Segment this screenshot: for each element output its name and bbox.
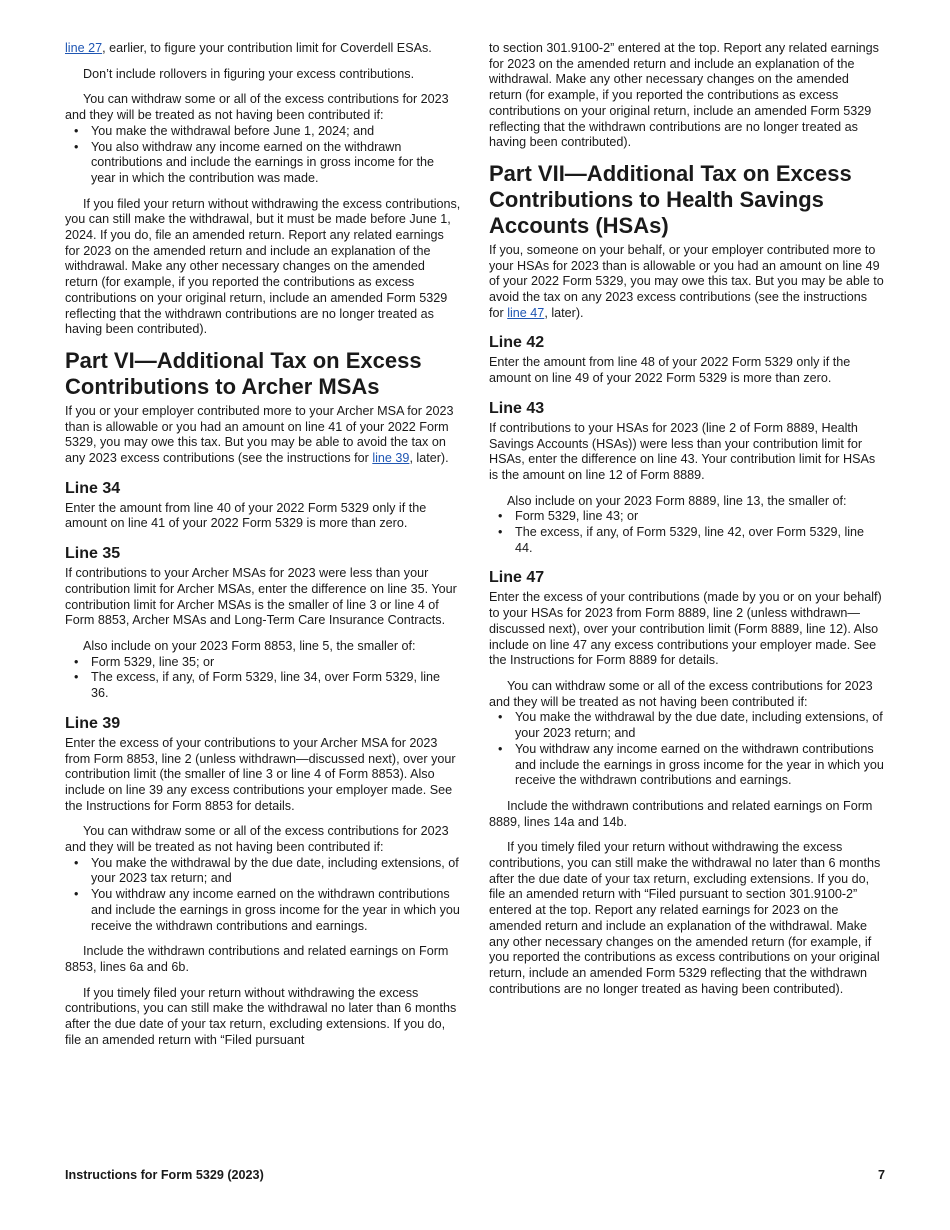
list-item: • You withdraw any income earned on the withdrawn contributions and include the earnings in gross income for the year in which you receive the withdrawn contributions and earnings. bbox=[65, 887, 461, 934]
list-item: • You make the withdrawal by the due date, including extensions, of your 2023 return; and bbox=[489, 710, 885, 741]
withdraw-paragraph: You can withdraw some or all of the excess contributions for 2023 and they will be treated as not having been contributed if: bbox=[65, 92, 449, 123]
line-47-withdraw: You can withdraw some or all of the excess contributions for 2023 and they will be treated as not having been contributed if: bbox=[489, 678, 873, 709]
list-item: • The excess, if any, of Form 5329, line 34, over Form 5329, line 36. bbox=[65, 670, 461, 701]
line-39-timely: If you timely filed your return without withdrawing the excess contributions, you can still make the withdrawal no later than 6 months after the due date of your tax return, excluding extensions. If you do, file an amended return with “Filed pursuant bbox=[65, 985, 457, 1047]
line-34-text: Enter the amount from line 40 of your 2022 Form 5329 only if the amount on line 41 of your 2022 Form 5329 is more than zero. bbox=[65, 500, 427, 531]
part-vi-heading: Part VI—Additional Tax on Excess Contributions to Archer MSAs bbox=[65, 347, 422, 399]
line-34-heading: Line 34 bbox=[65, 479, 121, 497]
line-42-heading: Line 42 bbox=[489, 334, 545, 352]
line-35-list bbox=[65, 655, 461, 702]
right-column bbox=[489, 41, 885, 1007]
page-footer bbox=[65, 1168, 885, 1182]
line-39-withdraw: You can withdraw some or all of the excess contributions for 2023 and they will be treated as not having been contributed if: bbox=[65, 824, 449, 855]
line-47-list bbox=[489, 710, 885, 789]
list-item: • Form 5329, line 43; or bbox=[489, 509, 885, 525]
part-vi-intro: If you or your employer contributed more to your Archer MSA for 2023 than is allowable or you had an amount on line 41 of your 2022 Form 5329, you may owe this tax. But you may be able to avoid the tax on any 2023 excess contributions (see the instructions for line 39, later). bbox=[65, 403, 454, 466]
part-vii-heading: Part VII—Additional Tax on Excess Contributions to Health Savings Accounts (HSAs) bbox=[489, 160, 852, 238]
line-47-link[interactable]: line 47 bbox=[507, 305, 545, 320]
list-item: • The excess, if any, of Form 5329, line 42, over Form 5329, line 44. bbox=[489, 525, 885, 556]
line-39-include: Include the withdrawn contributions and related earnings on Form 8853, lines 6a and 6b. bbox=[65, 944, 449, 974]
footer-title: Instructions for Form 5329 (2023) bbox=[65, 1168, 264, 1182]
line-35-also: Also include on your 2023 Form 8853, line 5, the smaller of: bbox=[83, 638, 416, 653]
line-39-link[interactable]: line 39 bbox=[372, 451, 410, 466]
intro-paragraph: line 27, earlier, to figure your contribution limit for Coverdell ESAs. bbox=[65, 41, 432, 55]
filed-paragraph: If you filed your return without withdrawing the excess contributions, you can still make the withdrawal, but it must be made before June 1, 2024. If you do, file an amended return. Report any related earnings for 2023 on the amended return and include an explanation of the withdrawal. Make any other necessary changes on the amended return (for example, if you reported the contributions as excess contributions on your original return, include an amended Form 5329 reflecting that the withdrawn contributions are no longer treated as having been contributed). bbox=[65, 196, 461, 337]
list-item: • You make the withdrawal before June 1, 2024; and bbox=[65, 124, 461, 140]
line-39-heading: Line 39 bbox=[65, 714, 121, 732]
line-43-text: If contributions to your HSAs for 2023 (line 2 of Form 8889, Health Savings Accounts (HSAs)) were less than your contribution limit for HSAs, enter the difference on line 43. Your contribution limit for HSAs is the amount on line 12 of Form 8889. bbox=[489, 420, 876, 482]
continued-paragraph: to section 301.9100-2” entered at the top. Report any related earnings for 2023 on the amended return and include an explanation of the withdrawal. Make any other necessary changes on the amended return (for example, if you reported the contributions as excess contributions on your original return, include an amended Form 5329 reflecting that the withdrawn contributions are no longer treated as having been contributed). bbox=[489, 41, 879, 150]
line-42-text: Enter the amount from line 48 of your 2022 Form 5329 only if the amount on line 49 of your 2022 Form 5329 is more than zero. bbox=[489, 355, 851, 386]
line-35-heading: Line 35 bbox=[65, 545, 121, 563]
rollovers-paragraph: Don’t include rollovers in figuring your excess contributions. bbox=[83, 66, 415, 81]
line-35-text: If contributions to your Archer MSAs for 2023 were less than your contribution limit for Archer MSAs, enter the difference on line 35. Your contribution limit for Archer MSAs is the smaller of line 3 or line 4 of Form 8853, Archer MSAs and Long-Term Care Insurance Contracts. bbox=[65, 566, 457, 628]
line-27-link[interactable]: line 27 bbox=[65, 41, 103, 55]
list-item: • You make the withdrawal by the due date, including extensions, of your 2023 tax return; and bbox=[65, 856, 461, 887]
line-47-timely: If you timely filed your return without withdrawing the excess contributions, you can still make the withdrawal no later than 6 months after the due date of your tax return, excluding extensions. If you do, file an amended return with “Filed pursuant to section 301.9100-2” entered at the top. Report any related earnings for 2023 on the amended return and include an explanation of the withdrawal. Make any other necessary changes on the amended return (for example, if you reported the contributions as excess contributions on your original return, include an amended Form 5329 reflecting that the withdrawn contributions are no longer treated as having been contributed). bbox=[489, 840, 881, 996]
line-39-text: Enter the excess of your contributions to your Archer MSA for 2023 from Form 8853, line 2 (unless withdrawn—discussed next), over your contribution limit (the smaller of line 3 or line 4 of Form 8853). Also include on line 39 any excess contributions your employer made. See the Instructions for Form 8853 for details. bbox=[65, 735, 456, 813]
withdraw-list bbox=[65, 124, 461, 187]
line-43-list bbox=[489, 509, 885, 556]
part-vii-intro: If you, someone on your behalf, or your employer contributed more to your HSAs for 2023 than is allowable or you had an amount on line 49 of your 2022 Form 5329, you may owe this tax. But you may be able to avoid the tax on any 2023 excess contributions (see the instructions for line 47, later). bbox=[489, 242, 884, 320]
list-item: • You also withdraw any income earned on the withdrawn contributions and include the earnings in gross income for the year in which the contribution was made. bbox=[65, 140, 461, 187]
line-43-also: Also include on your 2023 Form 8889, line 13, the smaller of: bbox=[507, 493, 847, 508]
list-item: • You withdraw any income earned on the withdrawn contributions and include the earnings in gross income for the year in which you receive the withdrawn contributions and earnings. bbox=[489, 742, 885, 789]
line-43-heading: Line 43 bbox=[489, 399, 545, 417]
line-47-include: Include the withdrawn contributions and related earnings on Form 8889, lines 14a and 14b. bbox=[489, 798, 873, 829]
left-column bbox=[65, 41, 461, 1058]
line-47-heading: Line 47 bbox=[489, 569, 545, 587]
page-number: 7 bbox=[877, 1168, 885, 1182]
line-39-list bbox=[65, 856, 461, 935]
list-item: • Form 5329, line 35; or bbox=[65, 655, 461, 671]
line-47-text: Enter the excess of your contributions (made by you or on your behalf) to your HSAs for 2023 from Form 8889, line 2 (unless withdrawn—discussed next), over your contribution limit (Form 8889, line 12). Also include on line 47 any excess contributions your employer made. See the Instructions for Form 8889 for details. bbox=[489, 590, 882, 668]
